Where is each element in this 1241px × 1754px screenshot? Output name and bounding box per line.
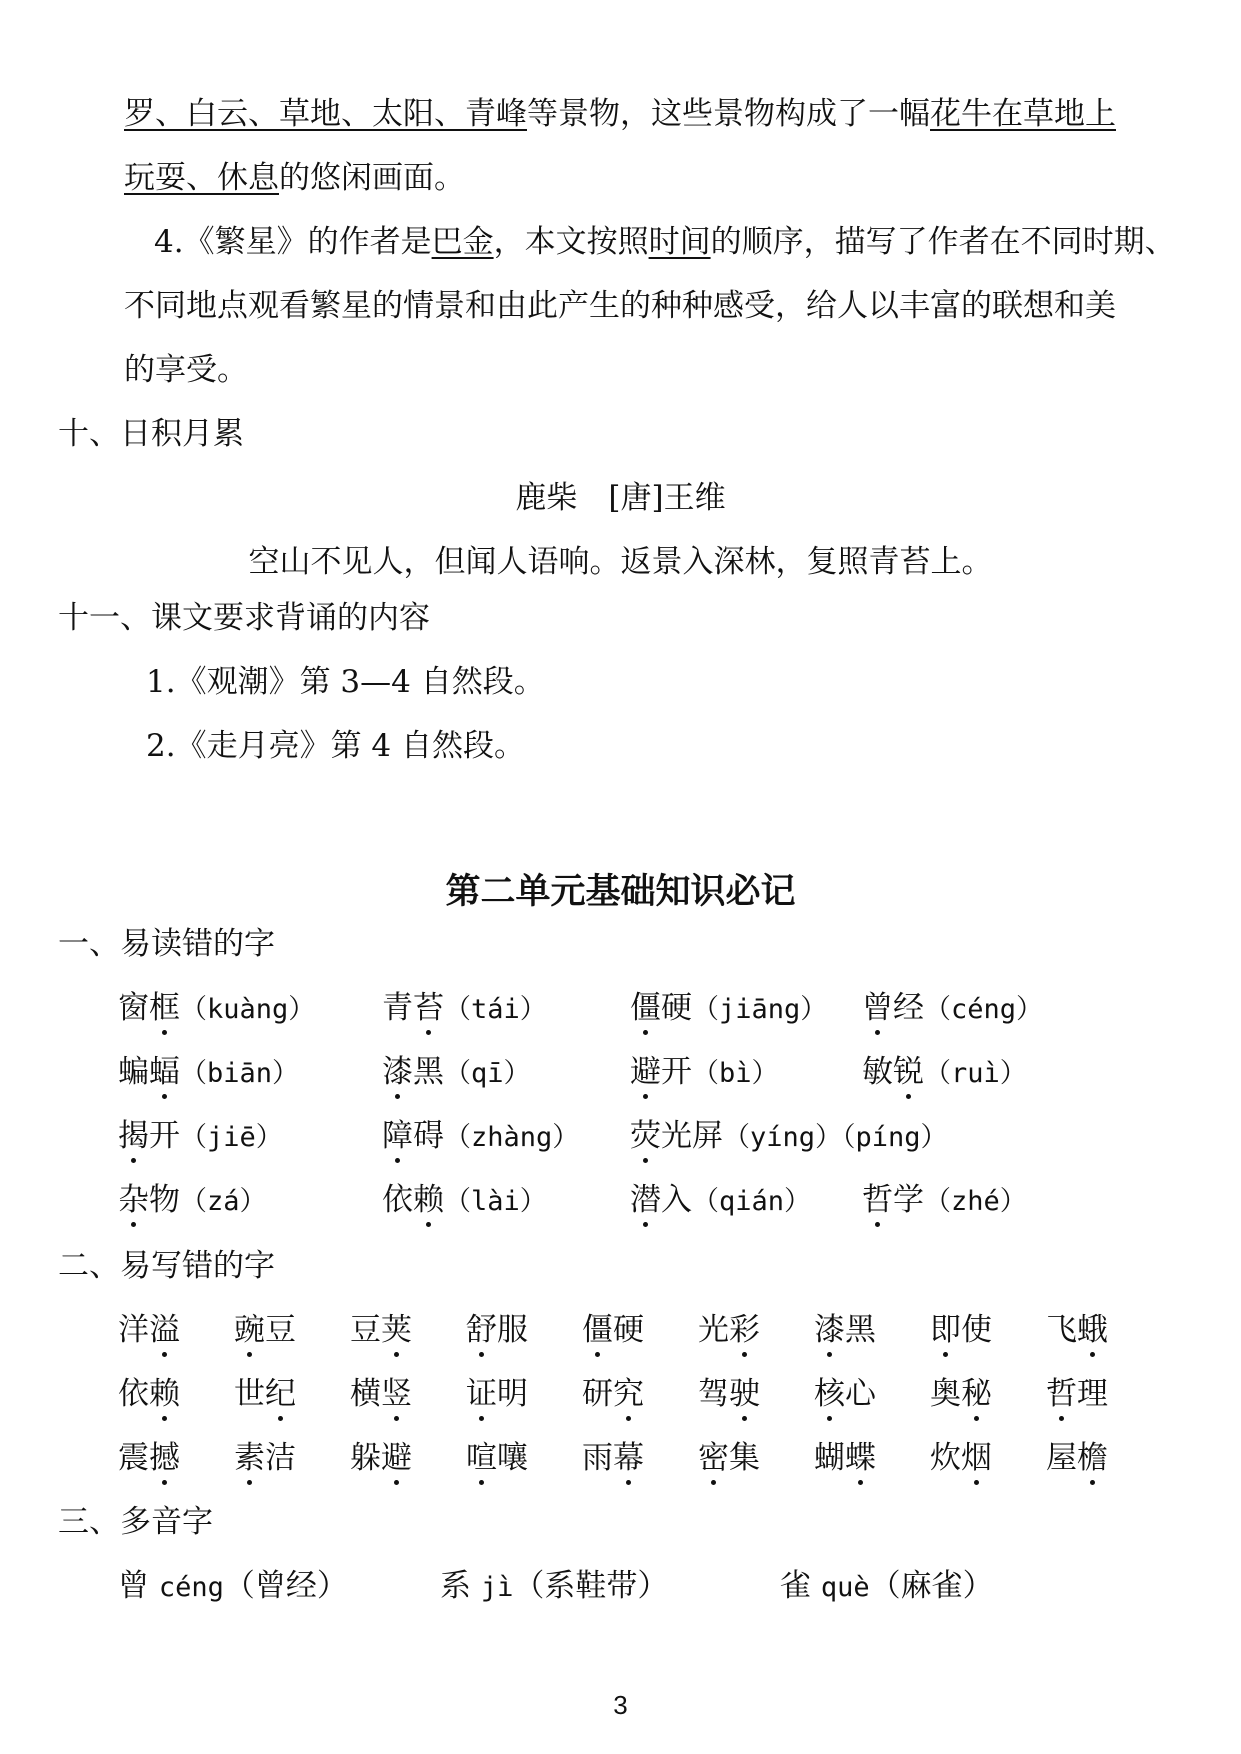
spelling-word [466,1374,528,1414]
pinyin: （zhàng） [444,1122,580,1153]
word-char: 蝴 [814,1440,845,1476]
word-char: 驾 [698,1376,729,1412]
review-line-2 [124,158,465,198]
spelling-word [1046,1310,1108,1350]
polyphone-item [440,1566,668,1608]
word-char: 豆 [350,1312,381,1348]
word-char: 黑 [845,1312,876,1348]
spelling-word [930,1310,992,1350]
unit-title: 第二单元基础知识必记 [445,871,796,912]
word-char: 洋 [118,1312,149,1348]
dotted-char: 锐 [893,1054,924,1090]
dotted-char: 溢 [149,1312,180,1348]
dotted-char: 纪 [265,1376,296,1412]
spelling-word [350,1310,412,1350]
review-line-1 [124,94,1116,134]
word-char: 开 [661,1054,692,1090]
section-heading-10: 十、日积月累 [58,416,244,452]
word-char: 经 [893,990,924,1026]
spelling-word [466,1438,528,1478]
dotted-char: 密 [698,1440,729,1476]
spelling-word [582,1438,644,1478]
word-char: 飞 [1046,1312,1077,1348]
spelling-word [814,1310,876,1350]
spelling-word [234,1310,296,1350]
dotted-char: 荚 [381,1312,412,1348]
pinyin: （biān） [180,1058,300,1089]
pinyin: （qián） [692,1186,812,1217]
pronunciation-word [862,988,1043,1030]
pinyin: （yíng）（píng） [723,1122,948,1153]
spelling-word [698,1374,760,1414]
word-char: 青 [382,990,413,1026]
word-char: 明 [497,1376,528,1412]
dotted-char: 僵 [582,1312,613,1348]
word-char: 依 [382,1182,413,1218]
spelling-word [814,1438,876,1478]
review-text: 的顺序，描写了作者在不同时期、 [710,224,1176,260]
word-char: 震 [118,1440,149,1476]
dotted-char: 赖 [149,1376,180,1412]
pronunciation-word [382,1116,579,1158]
word-char: 硬 [613,1312,644,1348]
spelling-word [698,1310,760,1350]
pronunciation-word [382,1052,531,1094]
word-char: 研 [582,1376,613,1412]
pronunciation-word [118,1116,283,1158]
word-char: 光 [698,1312,729,1348]
dotted-char: 幕 [613,1440,644,1476]
pronunciation-word [862,1052,1027,1094]
page-number: 3 [613,1690,628,1720]
section-heading-11: 十一、课文要求背诵的内容 [58,600,430,636]
review-line-5: 的享受。 [124,352,248,388]
word-char: 横 [350,1376,381,1412]
review-text: 4.《繁星》的作者是 [154,224,432,260]
dotted-char: 避 [381,1440,412,1476]
spelling-word [582,1310,644,1350]
spelling-word [930,1438,992,1478]
spelling-word [814,1374,876,1414]
spelling-word [1046,1438,1108,1478]
word-char: 使 [961,1312,992,1348]
pinyin: （ruì） [924,1058,1027,1089]
dotted-char: 漆 [814,1312,845,1348]
spelling-word [466,1310,528,1350]
spelling-word [234,1374,296,1414]
word-char: 洁 [265,1440,296,1476]
underlined-answer: 时间 [648,224,711,260]
word-char: 豆 [265,1312,296,1348]
pinyin: （jiāng） [692,994,828,1025]
word-char: 炊 [930,1440,961,1476]
dotted-char: 即 [930,1312,961,1348]
word-char: 开 [149,1118,180,1154]
dotted-char: 障 [382,1118,413,1154]
dotted-char: 竖 [381,1376,412,1412]
dotted-char: 蛾 [1077,1312,1108,1348]
pinyin: （lài） [444,1186,547,1217]
word-char: 窗 [118,990,149,1026]
word-char: 嚷 [497,1440,528,1476]
word-char: 入 [661,1182,692,1218]
section-heading-1: 一、易读错的字 [58,926,275,962]
dotted-char: 曾 [862,990,893,1026]
poem-text: 空山不见人，但闻人语响。返景入深林，复照青苔上。 [248,544,993,580]
underlined-answer: 玩耍、休息 [124,160,279,196]
dotted-char: 苔 [413,990,444,1026]
pinyin: （zhé） [924,1186,1027,1217]
dotted-char: 哲 [862,1182,893,1218]
dotted-char: 哲 [1046,1376,1077,1412]
dotted-char: 撼 [149,1440,180,1476]
pinyin: （céng） [924,994,1044,1025]
spelling-word [234,1438,296,1478]
example-word: （系鞋带） [513,1568,669,1604]
pronunciation-word [630,1180,811,1222]
word-char: 雨 [582,1440,613,1476]
spelling-word [698,1438,760,1478]
dotted-char: 避 [630,1054,661,1090]
polyphone-item [118,1566,348,1608]
word-char: 依 [118,1376,149,1412]
dotted-char: 素 [234,1440,265,1476]
underlined-answer: 巴金 [431,224,494,260]
polyphone-char: 雀 [780,1568,811,1604]
underlined-answer: 花牛在草地上 [930,96,1116,132]
dotted-char: 漆 [382,1054,413,1090]
polyphone-char: 曾 [118,1568,149,1604]
polyphone-char: 系 [440,1568,471,1604]
spelling-word [350,1438,412,1478]
word-char: 光屏 [661,1118,723,1154]
review-text: ，本文按照 [493,224,649,260]
pinyin: jì [480,1572,514,1603]
dotted-char: 赖 [413,1182,444,1218]
dotted-char: 揭 [118,1118,149,1154]
dotted-char: 蝠 [149,1054,180,1090]
spelling-word [118,1438,180,1478]
section-heading-2: 二、易写错的字 [58,1248,275,1284]
dotted-char: 烟 [961,1440,992,1476]
word-char: 奥 [930,1376,961,1412]
dotted-char: 豌 [234,1312,265,1348]
word-char: 心 [845,1376,876,1412]
pronunciation-word [630,1052,779,1094]
pinyin: （kuàng） [180,994,316,1025]
review-text: 的悠闲画面。 [279,160,465,196]
review-line-3 [154,222,1176,262]
recite-item-1: 1.《观潮》第 3—4 自然段。 [146,664,545,700]
dotted-char: 驶 [729,1376,760,1412]
word-char: 敏 [862,1054,893,1090]
spelling-word [930,1374,992,1414]
word-char: 集 [729,1440,760,1476]
word-char: 世 [234,1376,265,1412]
pinyin: céng [158,1572,224,1603]
dotted-char: 证 [466,1376,497,1412]
poem-title: 鹿柴 [唐]王维 [515,480,726,516]
dotted-char: 核 [814,1376,845,1412]
pinyin: （tái） [444,994,547,1025]
word-char: 学 [893,1182,924,1218]
dotted-char: 究 [613,1376,644,1412]
dotted-char: 檐 [1077,1440,1108,1476]
dotted-char: 彩 [729,1312,760,1348]
dotted-char: 舒 [466,1312,497,1348]
pronunciation-word [118,1052,299,1094]
pronunciation-word [862,1180,1027,1222]
dotted-char: 喧 [466,1440,497,1476]
dotted-char: 框 [149,990,180,1026]
word-char: 黑 [413,1054,444,1090]
example-word: （麻雀） [869,1568,994,1604]
dotted-char: 潜 [630,1182,661,1218]
word-char: 理 [1077,1376,1108,1412]
review-line-4: 不同地点观看繁星的情景和由此产生的种种感受，给人以丰富的联想和美 [124,288,1116,324]
pinyin: （zá） [180,1186,267,1217]
word-char: 服 [497,1312,528,1348]
pinyin: què [820,1572,870,1603]
spelling-word [118,1374,180,1414]
pronunciation-word [630,988,827,1030]
word-char: 躲 [350,1440,381,1476]
word-char: 硬 [661,990,692,1026]
example-word: （曾经） [223,1568,348,1604]
recite-item-2: 2.《走月亮》第 4 自然段。 [146,728,526,764]
word-char: 碍 [413,1118,444,1154]
spelling-word [582,1374,644,1414]
pronunciation-word [118,1180,267,1222]
review-text: 等景物，这些景物构成了一幅 [527,96,930,132]
word-char: 屋 [1046,1440,1077,1476]
spelling-word [118,1310,180,1350]
underlined-answer: 罗、白云、草地、太阳、青峰 [124,96,527,132]
pronunciation-word [382,1180,547,1222]
pronunciation-word [118,988,315,1030]
pronunciation-word [382,988,547,1030]
polyphone-item [780,1566,994,1608]
dotted-char: 荧 [630,1118,661,1154]
word-char: 蝙 [118,1054,149,1090]
section-heading-3: 三、多音字 [58,1504,213,1540]
pinyin: （qī） [444,1058,531,1089]
dotted-char: 杂 [118,1182,149,1218]
pinyin: （bì） [692,1058,779,1089]
spelling-word [1046,1374,1108,1414]
pinyin: （jiē） [180,1122,283,1153]
spelling-word [350,1374,412,1414]
dotted-char: 僵 [630,990,661,1026]
dotted-char: 秘 [961,1376,992,1412]
pronunciation-word [630,1116,948,1158]
word-char: 物 [149,1182,180,1218]
dotted-char: 蝶 [845,1440,876,1476]
